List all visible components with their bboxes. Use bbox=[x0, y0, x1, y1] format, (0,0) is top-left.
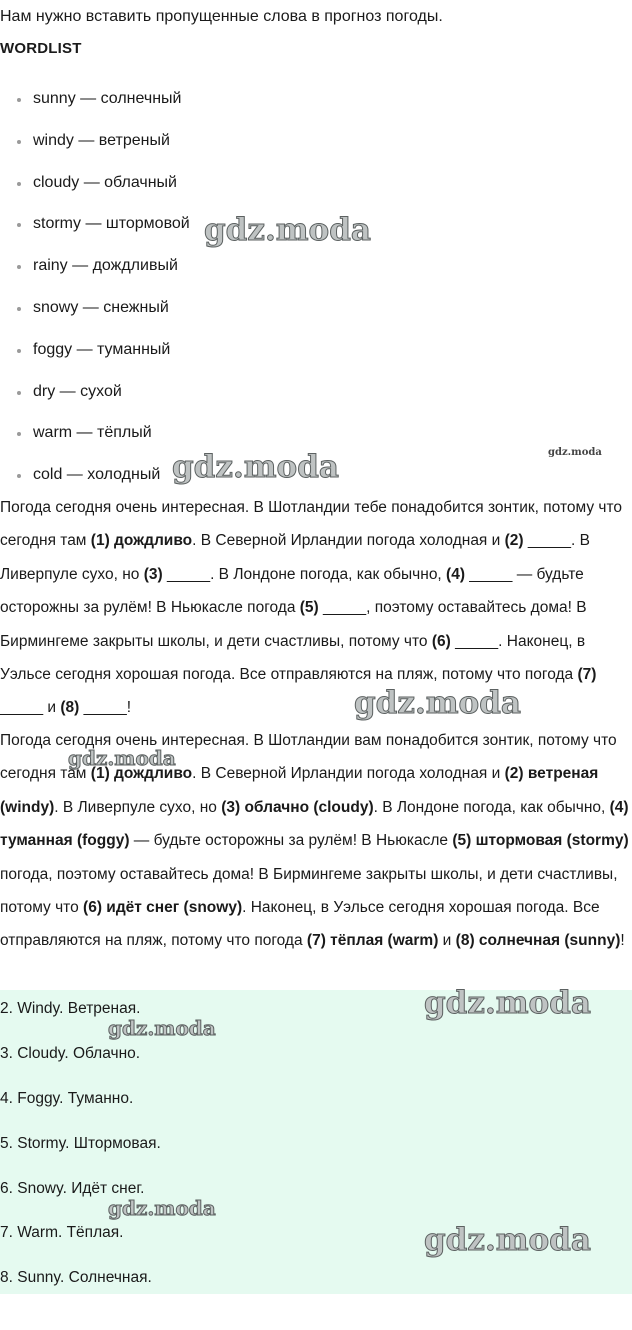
list-item: sunny — солнечный bbox=[0, 80, 190, 122]
intro-text: Нам нужно вставить пропущенные слова в прогноз погоды. bbox=[0, 8, 443, 25]
watermark: gdz.moda bbox=[108, 1196, 216, 1220]
watermark: gdz.moda bbox=[354, 685, 521, 721]
watermark: gdz.moda bbox=[424, 985, 591, 1021]
list-item: rainy — дождливый bbox=[0, 247, 190, 289]
list-item: dry — сухой bbox=[0, 373, 190, 415]
list-item: stormy — штормовой bbox=[0, 205, 190, 247]
wordlist bbox=[0, 80, 190, 498]
watermark: gdz.moda bbox=[68, 746, 176, 770]
list-item: foggy — туманный bbox=[0, 331, 190, 373]
list-item: snowy — снежный bbox=[0, 289, 190, 331]
answer-line: 6. Snowy. Идёт снег. bbox=[0, 1180, 145, 1197]
task-paragraph: Погода сегодня очень интересная. В Шотландии тебе понадобится зонтик, потому что сегодня там (1) дождливо. В Северной Ирландии погода холодная и (2) _____. В Ливерпуле сухо, но (3) _____. В Лондоне погода, как обычно, (4) _____ — будьте осторожны за рулём! В Ньюкасле погода (5) _____, поэтому оставайтесь дома! В Бирмингеме закрыты школы, и дети счастливы, потому что (6) _____. Наконец, в Уэльсе сегодня хорошая погода. Все отправляются на пляж, потому что погода (7) _____ и (8) _____! bbox=[0, 499, 622, 717]
watermark: gdz.moda bbox=[548, 447, 602, 458]
list-item: windy — ветреный bbox=[0, 122, 190, 164]
watermark: gdz.moda bbox=[108, 1016, 216, 1040]
list-item: warm — тёплый bbox=[0, 414, 190, 456]
watermark: gdz.moda bbox=[172, 449, 339, 485]
list-item: cold — холодный bbox=[0, 456, 190, 498]
answer-line: 4. Foggy. Туманно. bbox=[0, 1090, 134, 1107]
answer-line: 3. Cloudy. Облачно. bbox=[0, 1045, 141, 1062]
wordlist-heading: WORDLIST bbox=[0, 40, 82, 57]
answer-line: 5. Stormy. Штормовая. bbox=[0, 1135, 161, 1152]
answer-line: 7. Warm. Тёплая. bbox=[0, 1224, 124, 1241]
watermark: gdz.moda bbox=[204, 212, 371, 248]
list-item: cloudy — облачный bbox=[0, 164, 190, 206]
watermark: gdz.moda bbox=[424, 1222, 591, 1258]
answer-line: 2. Windy. Ветреная. bbox=[0, 1000, 141, 1017]
solution-paragraph: Погода сегодня очень интересная. В Шотландии вам понадобится зонтик, потому что сегодня там (1) дождливо. В Северной Ирландии погода холодная и (2) ветреная (windy). В Ливерпуле сухо, но (3) облачно (cloudy). В Лондоне погода, как обычно, (4) туманная (foggy) — будьте осторожны за рулём! В Ньюкасле (5) штормовая (stormy) погода, поэтому оставайтесь дома! В Бирмингеме закрыты школы, и дети счастливы, потому что (6) идёт снег (snowy). Наконец, в Уэльсе сегодня хорошая погода. Все отправляются на пляж, потому что погода (7) тёплая (warm) и (8) солнечная (sunny)! bbox=[0, 732, 629, 950]
answer-line: 8. Sunny. Солнечная. bbox=[0, 1269, 152, 1286]
